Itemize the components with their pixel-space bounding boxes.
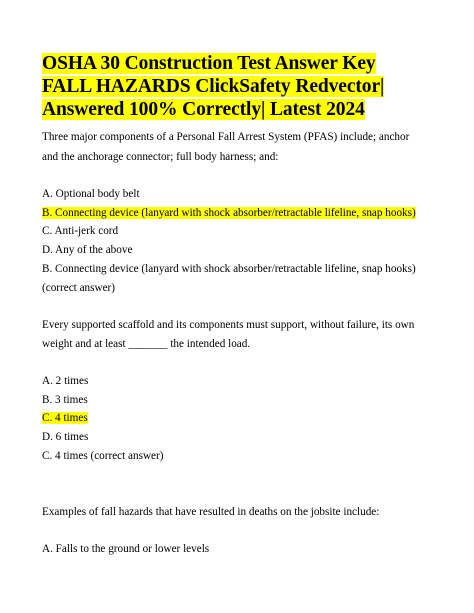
question-1-text-line-1: Three major components of a Personal Fall Arrest System (PFAS) include; anchor: [42, 131, 410, 143]
title-line-3: Answered 100% Correctly| Latest 2024: [42, 99, 365, 120]
question-2-option-c-highlight: C. 4 times: [42, 412, 88, 424]
question-1-option-b: [42, 206, 416, 221]
question-2-option-c: [42, 411, 88, 426]
question-2-option-b: B. 3 times: [42, 394, 88, 406]
question-1-option-d: D. Any of the above: [42, 244, 133, 256]
question-3-text: Examples of fall hazards that have resulted in deaths on the jobsite include:: [42, 506, 380, 518]
question-2-text-line-2: weight and at least _______ the intended load.: [42, 338, 251, 350]
question-2-option-d: D. 6 times: [42, 431, 89, 443]
question-1-answer-line-2: (correct answer): [42, 282, 115, 294]
question-2-option-a: A. 2 times: [42, 375, 89, 387]
question-2-answer: C. 4 times (correct answer): [42, 450, 164, 462]
question-1-option-a: A. Optional body belt: [42, 188, 140, 200]
title-line-1: OSHA 30 Construction Test Answer Key: [42, 53, 376, 74]
question-1-option-b-highlight: B. Connecting device (lanyard with shock absorber/retractable lifeline, snap hooks): [42, 207, 416, 219]
question-3-option-a: A. Falls to the ground or lower levels: [42, 543, 210, 555]
document-title: [42, 52, 442, 121]
question-1-answer-line-1: B. Connecting device (lanyard with shock absorber/retractable lifeline, snap hooks): [42, 263, 416, 275]
question-1-text-line-2: and the anchorage connector; full body harness; and:: [42, 151, 279, 163]
question-1-option-c: C. Anti-jerk cord: [42, 225, 119, 237]
title-line-2: FALL HAZARDS ClickSafety Redvector|: [42, 76, 385, 97]
question-2-text-line-1: Every supported scaffold and its components must support, without failure, its own: [42, 319, 415, 331]
